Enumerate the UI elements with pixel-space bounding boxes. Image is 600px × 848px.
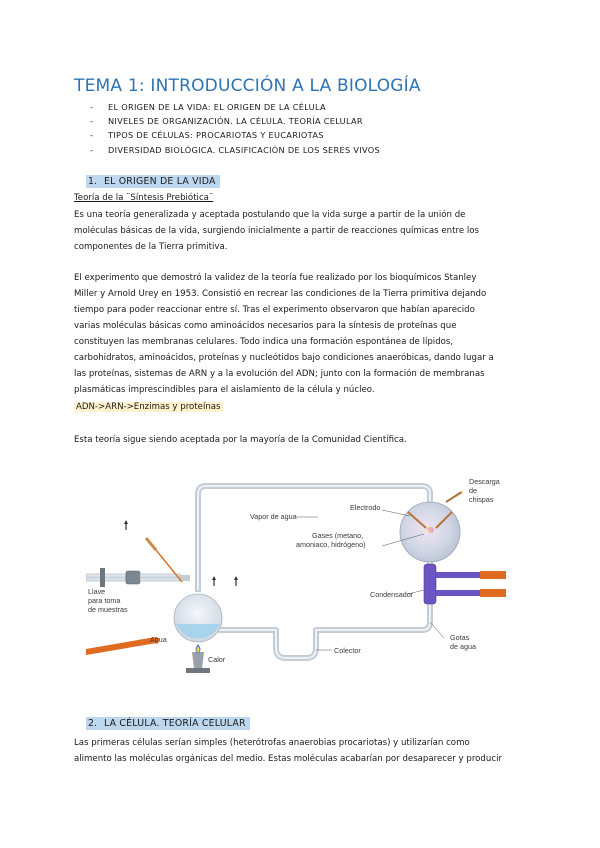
label-calor: Calor [208,655,226,664]
svg-text:de: de [469,486,477,495]
spark-globe [400,492,462,562]
paragraph-cells: Las primeras células serían simples (heterótrofas anaerobias procariotas) y utilizarían como alimento las moléculas orgánicas del medio. Estas moléculas acabarían por desaparecer y producir [74,738,502,764]
table-of-contents [90,100,380,157]
toc-item: - TIPOS DE CÉLULAS: PROCARIOTAS Y EUCARIOTAS [90,130,324,141]
svg-text:de agua: de agua [450,642,476,651]
toc-item: - DIVERSIDAD BIOLÓGICA. CLASIFICACIÓN DE LOS SERES VIVOS [90,144,381,155]
paragraph-conclusion: Esta teoría sigue siendo aceptada por la mayoría de la Comunidad Científica. [74,435,407,445]
label-llave: Llave [88,587,106,596]
label-vapor: Vapor de agua [250,512,297,521]
toc-item: - NIVELES DE ORGANIZACIÓN. LA CÉLULA. TEORÍA CELULAR [90,116,363,127]
svg-text:chispas: chispas [469,495,494,504]
page-title: TEMA 1: INTRODUCCIÓN A LA BIOLOGÍA [74,76,421,96]
label-colector: Colector [334,646,361,655]
svg-text:amoniaco, hidrógeno): amoniaco, hidrógeno) [296,540,366,549]
subsection-title: Teoría de la ¨Síntesis Prebiótica¨ [74,193,214,203]
toc-item: - EL ORIGEN DE LA VIDA: EL ORIGEN DE LA CÉLULA [90,102,326,112]
svg-text:para toma: para toma [88,596,121,605]
label-descarga: Descarga [469,477,500,486]
highlighted-text: ADN->ARN->Enzimas y proteínas [76,402,221,412]
miller-urey-diagram [86,472,506,674]
water-flask [146,538,222,642]
label-condensador: Condensador [370,590,414,599]
paragraph-experiment: El experimento que demostró la validez de la teoría fue realizado por los bioquímicos Stanley Miller y Arnold Urey en 1953. Consistió en recrear las condiciones de la Tierra primitiva dejando tiempo para poder reaccionar entre sí. Tras el experimento observaron que habían aparecido varias moléculas básicas como aminoácidos necesarios para la síntesis de proteínas que constituyen las membranas celulares. Todo indica una formación espontánea de lípidos, carbohidratos, aminoácidos, proteínas y nucleótidos bajo condiciones anaeróbicas, dando lugar a las proteínas, sistemas de ARN y a la evolución del ADN; junto con la formación de membranas plasmáticas imprescindibles para el aislamiento de la célula y núcleo. [74,273,494,395]
glass-tubing [198,486,430,658]
condenser [424,564,506,604]
label-electrodo: Electrodo [350,503,381,512]
section-heading-2: 2. LA CÉLULA. TEORÍA CELULAR [86,717,250,730]
burner [86,640,210,673]
sample-valve [86,568,180,587]
section-heading-1: 1. EL ORIGEN DE LA VIDA [86,175,220,188]
label-agua: Agua [150,635,167,644]
paragraph-intro: Es una teoría generalizada y aceptada postulando que la vida surge a partir de la unión de moléculas básicas de la vida, surgiendo inicialmente a partir de reacciones químicas entre los componentes de la Tierra primitiva. [74,210,479,252]
label-gotas: Gotas [450,633,470,642]
svg-text:de muestras: de muestras [88,605,128,614]
label-gases: Gases (metano, [312,531,364,540]
